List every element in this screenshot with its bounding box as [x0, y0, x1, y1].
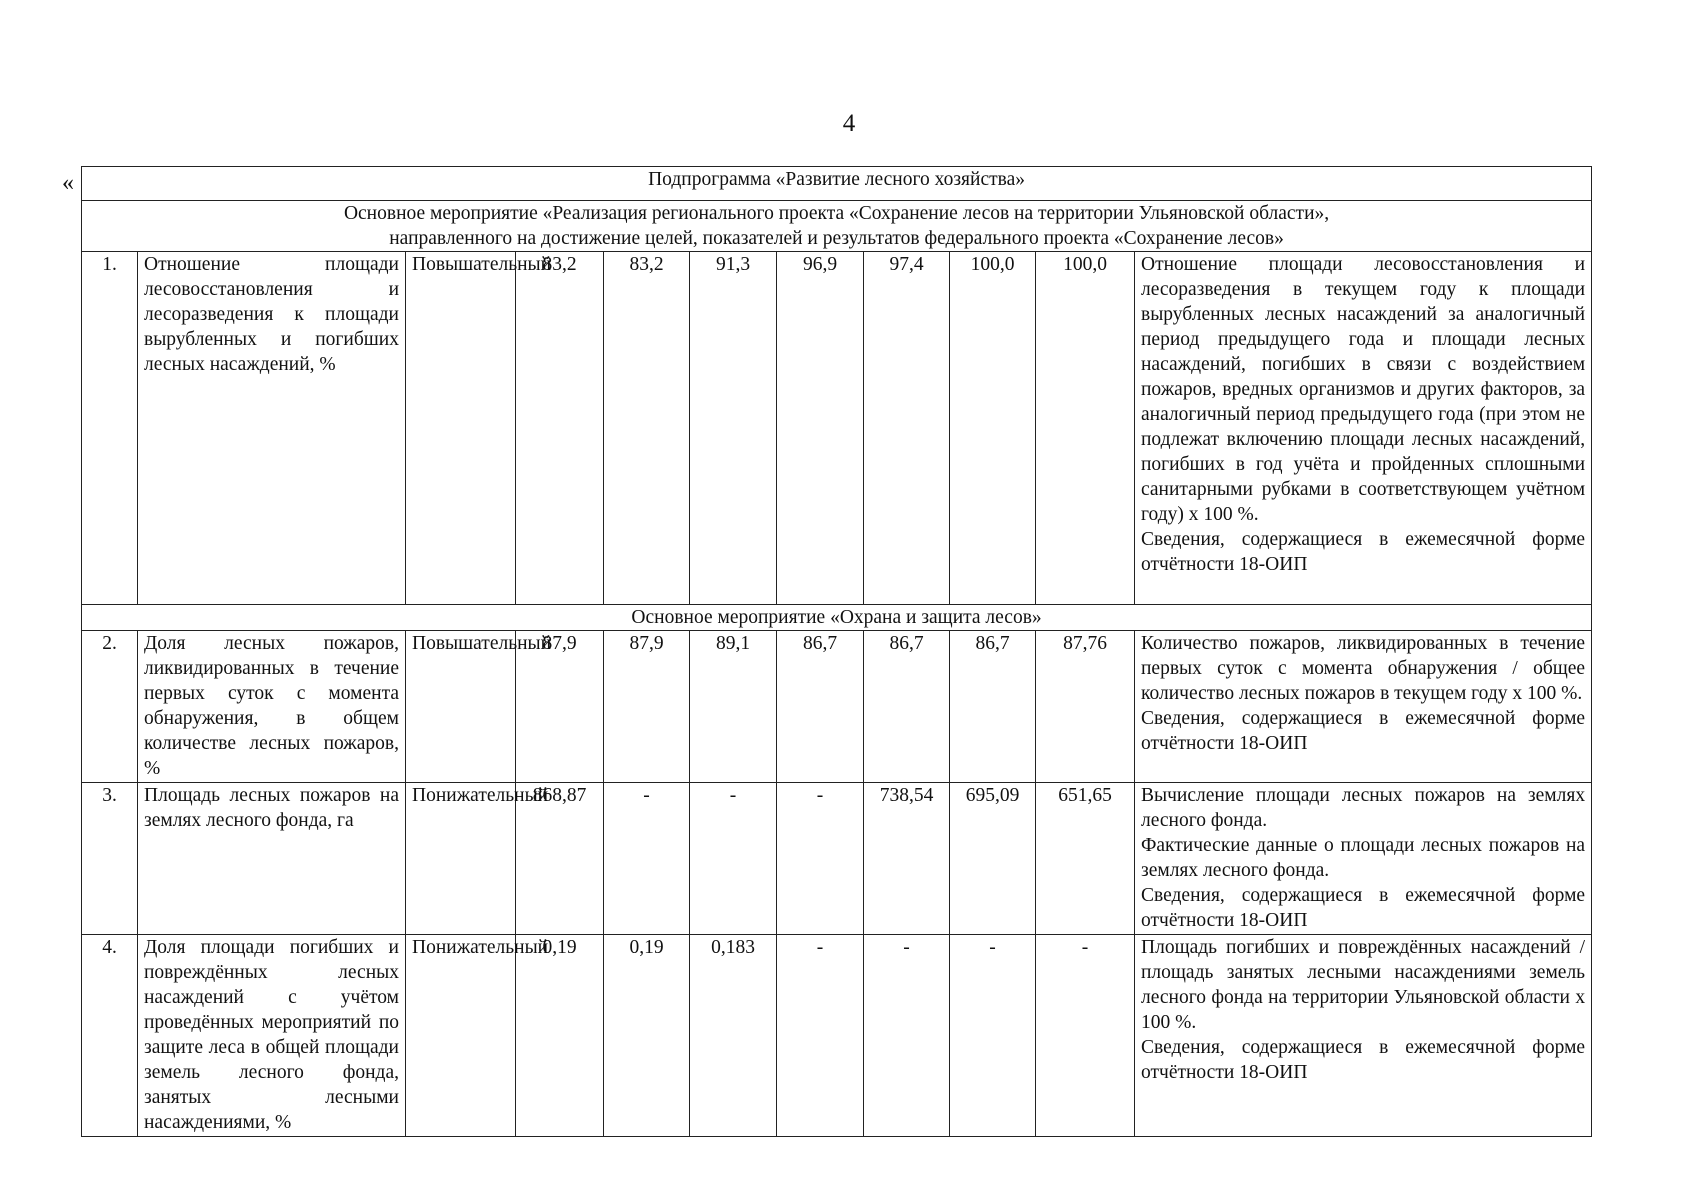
- description-source: Сведения, содержащиеся в ежемесячной форме отчётности 18-ОИП: [1141, 529, 1586, 575]
- table-row: [82, 935, 1592, 1137]
- indicator-name: Доля лесных пожаров, ликвидированных в течение первых суток с момента обнаружения, в общем количестве лесных пожаров, %: [138, 631, 406, 783]
- value-cell: 0,19: [604, 935, 690, 1137]
- value-cell: 868,87: [516, 783, 604, 935]
- value-cell: 87,9: [604, 631, 690, 783]
- subprogram-heading: Подпрограмма «Развитие лесного хозяйства»: [82, 167, 1592, 201]
- value-cell: 83,2: [604, 252, 690, 605]
- value-cell: 96,9: [777, 252, 864, 605]
- value-cell: 86,7: [950, 631, 1036, 783]
- description-paragraph: Вычисление площади лесных пожаров на землях лесного фонда.: [1141, 785, 1586, 831]
- indicator-description: [1135, 783, 1592, 935]
- row-number: 1.: [82, 252, 138, 605]
- indicator-name: Отношение площади лесовосстановления и лесоразведения к площади вырубленных и погибших лесных насаждений, %: [138, 252, 406, 605]
- indicator-type: Повышательный: [406, 252, 516, 605]
- measure-heading-line-2: направленного на достижение целей, показателей и результатов федерального проекта «Сохранение лесов»: [389, 228, 1284, 249]
- value-cell: 695,09: [950, 783, 1036, 935]
- value-cell: 91,3: [690, 252, 777, 605]
- value-cell: -: [777, 783, 864, 935]
- indicator-type: Понижательный: [406, 783, 516, 935]
- indicator-type: Повышательный: [406, 631, 516, 783]
- table-row: [82, 631, 1592, 783]
- value-cell: -: [1036, 935, 1135, 1137]
- description-paragraph: Площадь погибших и повреждённых насаждений / площадь занятых лесными насаждениями земель лесного фонда на территории Ульяновской области х 100 %.: [1141, 937, 1586, 1033]
- value-cell: -: [604, 783, 690, 935]
- value-cell: 0,19: [516, 935, 604, 1137]
- measure-heading-forest-protection: Основное мероприятие «Охрана и защита лесов»: [82, 605, 1592, 631]
- value-cell: 738,54: [864, 783, 950, 935]
- table-row: [82, 783, 1592, 935]
- table-row: [82, 252, 1592, 605]
- value-cell: 0,183: [690, 935, 777, 1137]
- description-paragraph: Отношение площади лесовосстановления и лесоразведения в текущем году к площади вырубленных лесных насаждений за аналогичный период предыдущего года и площади лесных насаждений, погибших в связи с воздействием пожаров, вредных организмов и других факторов, за аналогичный период предыдущего года (при этом не подлежат включению площади лесных насаждений, погибших в год учёта и пройденных сплошными санитарными рубками в соответствующем учётном году) х 100 %.: [1141, 254, 1586, 525]
- value-cell: 87,9: [516, 631, 604, 783]
- value-cell: -: [864, 935, 950, 1137]
- row-number: 4.: [82, 935, 138, 1137]
- indicator-description: [1135, 631, 1592, 783]
- description-paragraph: Фактические данные о площади лесных пожаров на землях лесного фонда.: [1141, 835, 1586, 881]
- value-cell: 651,65: [1036, 783, 1135, 935]
- value-cell: 89,1: [690, 631, 777, 783]
- value-cell: 86,7: [864, 631, 950, 783]
- indicator-type: Понижательный: [406, 935, 516, 1137]
- value-cell: 87,76: [1036, 631, 1135, 783]
- measure-heading-regional-project: [82, 201, 1592, 252]
- description-paragraph: Количество пожаров, ликвидированных в течение первых суток с момента обнаружения / общее количество лесных пожаров в текущем году х 100 %.: [1141, 633, 1586, 704]
- indicator-name: Доля площади погибших и повреждённых лесных насаждений с учётом проведённых мероприятий по защите леса в общей площади земель лесного фонда, занятых лесными насаждениями, %: [138, 935, 406, 1137]
- indicator-name: Площадь лесных пожаров на землях лесного фонда, га: [138, 783, 406, 935]
- description-source: Сведения, содержащиеся в ежемесячной форме отчётности 18-ОИП: [1141, 708, 1586, 754]
- value-cell: 86,7: [777, 631, 864, 783]
- indicator-description: [1135, 935, 1592, 1137]
- value-cell: -: [950, 935, 1036, 1137]
- value-cell: 100,0: [1036, 252, 1135, 605]
- value-cell: 83,2: [516, 252, 604, 605]
- value-cell: 97,4: [864, 252, 950, 605]
- row-number: 2.: [82, 631, 138, 783]
- open-quote-mark: «: [62, 170, 74, 196]
- row-number: 3.: [82, 783, 138, 935]
- description-source: Сведения, содержащиеся в ежемесячной форме отчётности 18-ОИП: [1141, 1037, 1586, 1083]
- indicators-table: [81, 166, 1592, 1137]
- description-source: Сведения, содержащиеся в ежемесячной форме отчётности 18-ОИП: [1141, 885, 1586, 931]
- measure-heading-line-1: Основное мероприятие «Реализация регионального проекта «Сохранение лесов на территории Ульяновской области»,: [343, 203, 1330, 224]
- page-number: 4: [842, 110, 856, 137]
- indicator-description: [1135, 252, 1592, 605]
- value-cell: -: [690, 783, 777, 935]
- value-cell: 100,0: [950, 252, 1036, 605]
- value-cell: -: [777, 935, 864, 1137]
